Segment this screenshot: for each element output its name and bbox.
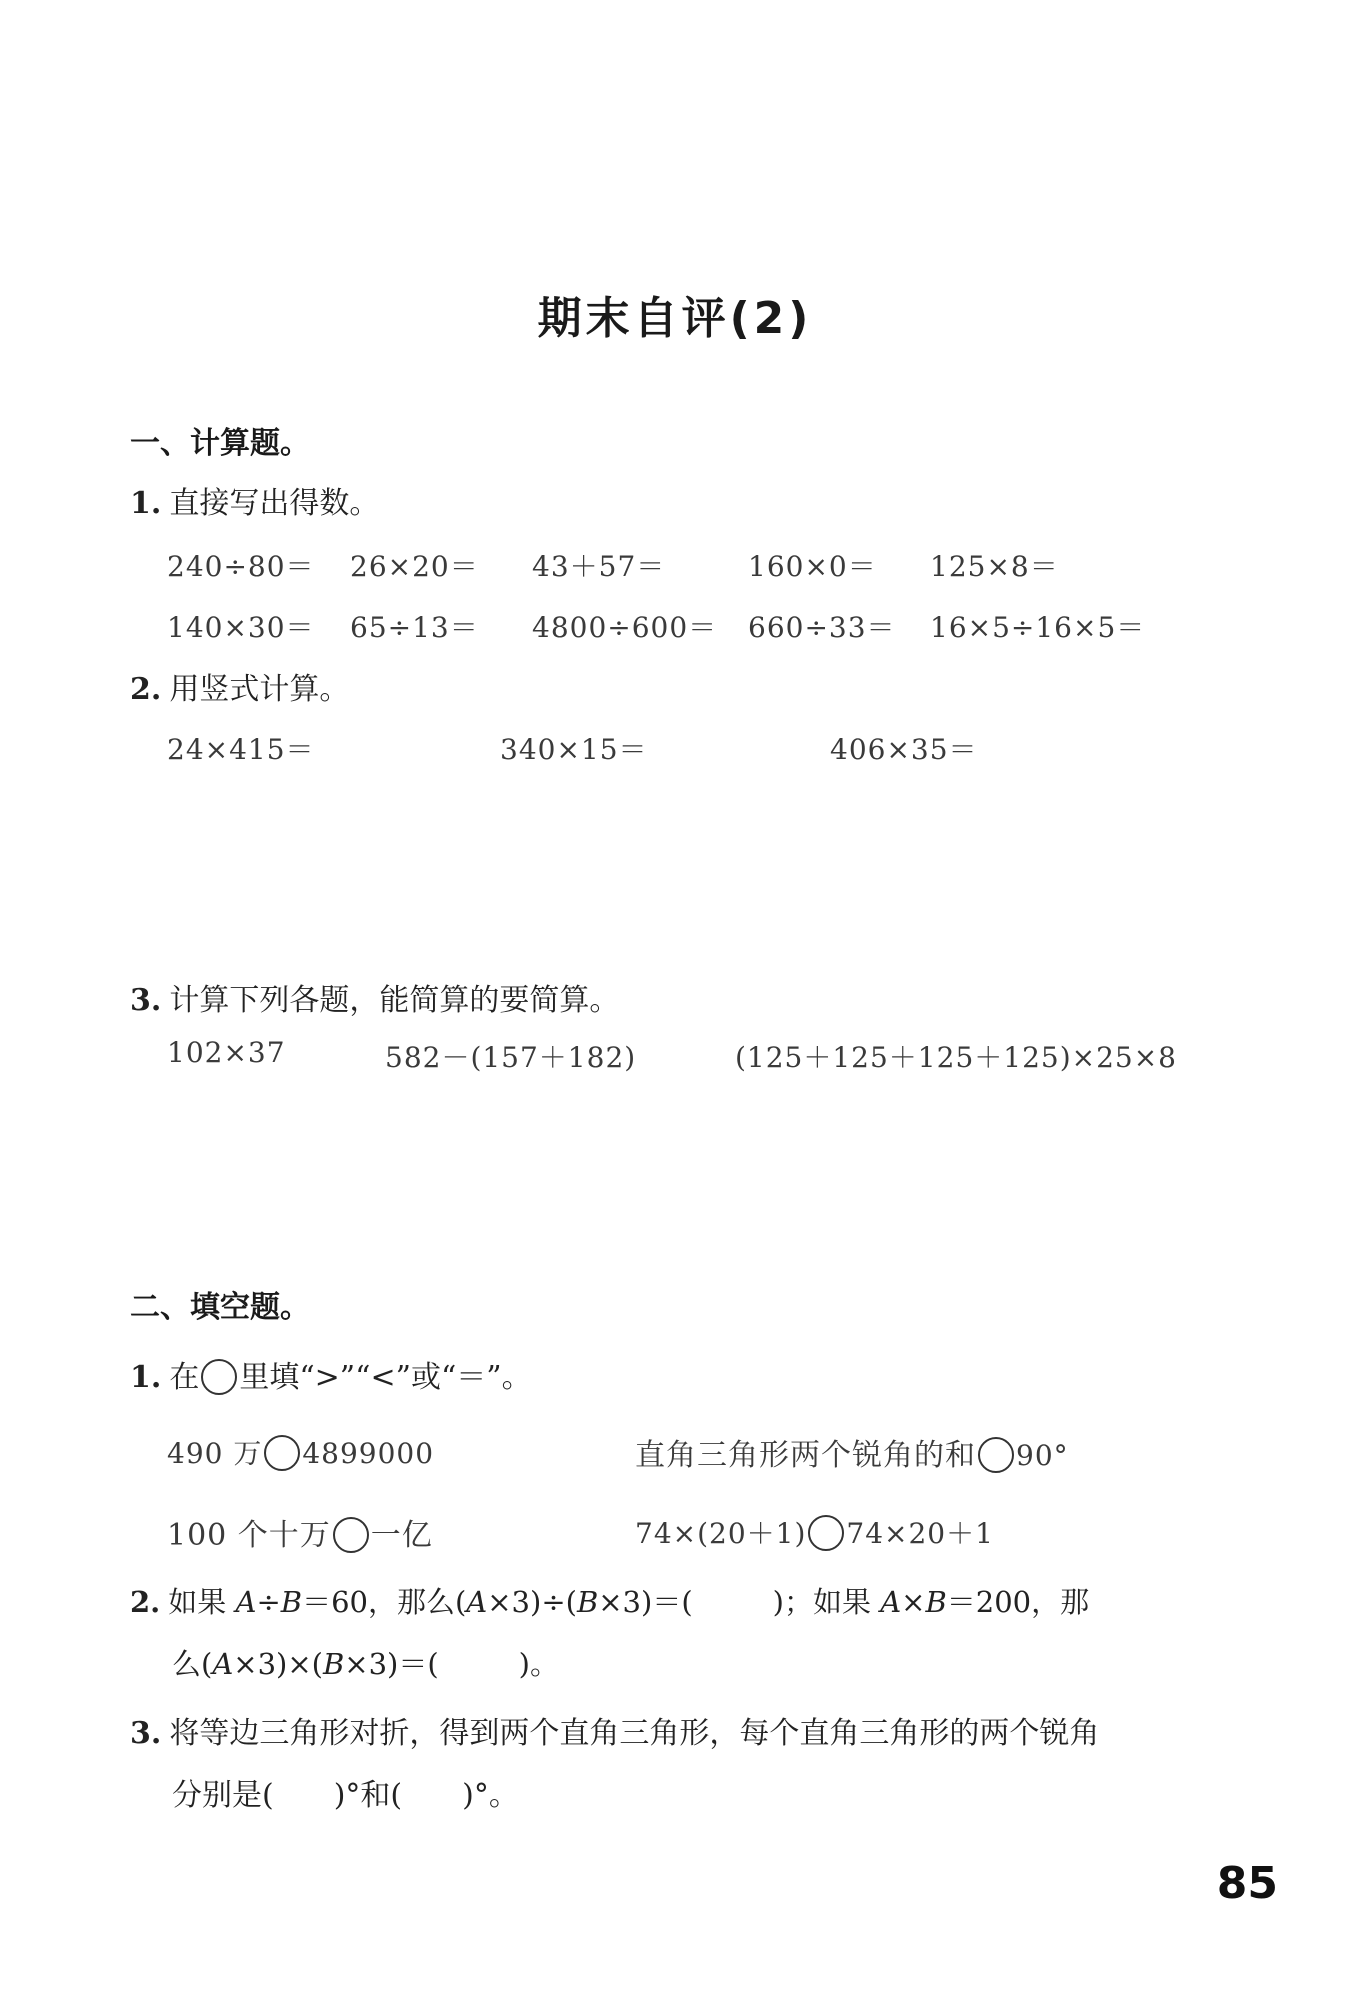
- compare-right: 90°: [1016, 1439, 1069, 1472]
- question-text: 分别是(: [172, 1778, 274, 1813]
- oral-calc-5: 125×8＝: [930, 550, 1059, 583]
- compare-circle[interactable]: [808, 1515, 844, 1551]
- vertical-calc-1: 24×415＝: [167, 733, 315, 766]
- oral-calc-3: 43＋57＝: [532, 550, 666, 583]
- simplify-calc-3: (125＋125＋125＋125)×25×8: [735, 1041, 1177, 1074]
- question-2-3-line2: [172, 1770, 519, 1814]
- question-text: )。: [518, 1647, 559, 1681]
- compare-right: 74×20＋1: [846, 1517, 994, 1550]
- compare-left: 74×(20＋1): [635, 1517, 807, 1550]
- question-number: 1.: [130, 1360, 162, 1395]
- question-text: ×3)×(: [233, 1647, 323, 1681]
- vertical-calc-2: 340×15＝: [500, 733, 648, 766]
- question-number: 2.: [130, 1585, 161, 1619]
- question-text: 如果: [168, 1585, 236, 1619]
- question-text: 么(: [172, 1647, 213, 1681]
- variable-b: B: [576, 1585, 599, 1619]
- oral-calc-8: 4800÷600＝: [532, 611, 718, 644]
- variable-b: B: [925, 1585, 947, 1619]
- compare-circle[interactable]: [264, 1435, 300, 1471]
- oral-calc-1: 240÷80＝: [167, 550, 315, 583]
- compare-item-3: [167, 1510, 433, 1554]
- variable-a: A: [880, 1585, 902, 1619]
- question-text: 用竖式计算。: [169, 672, 350, 707]
- question-text: ＝200，那: [946, 1585, 1090, 1619]
- oral-calc-4: 160×0＝: [748, 550, 877, 583]
- question-text: 直接写出得数。: [169, 486, 380, 521]
- question-text: ×: [901, 1585, 926, 1619]
- question-number: 1.: [130, 486, 162, 521]
- question-1-2: [130, 664, 349, 708]
- compare-item-1: [167, 1432, 434, 1472]
- question-text: 在: [169, 1360, 200, 1395]
- page-number: 85: [1216, 1858, 1278, 1909]
- oral-calc-6: 140×30＝: [167, 611, 315, 644]
- question-text: ÷: [256, 1585, 281, 1619]
- variable-a: A: [212, 1647, 234, 1681]
- simplify-calc-1: 102×37: [167, 1036, 286, 1069]
- question-2-2-line1: [130, 1580, 1089, 1621]
- question-text: )°。: [462, 1778, 519, 1813]
- oral-calc-10: 16×5÷16×5＝: [930, 611, 1146, 644]
- compare-left: 100 个十万: [167, 1518, 331, 1553]
- oral-calc-9: 660÷33＝: [748, 611, 896, 644]
- variable-b: B: [322, 1647, 345, 1681]
- question-2-1: [130, 1352, 532, 1396]
- oral-calc-7: 65÷13＝: [350, 611, 479, 644]
- question-number: 2.: [130, 672, 162, 707]
- question-2-2-line2: [172, 1642, 559, 1683]
- section-heading-fill-in: 二、填空题。: [130, 1290, 310, 1325]
- question-text: ×3)＝(: [598, 1585, 693, 1619]
- page-title: 期末自评(2): [537, 293, 813, 344]
- question-text: )°和(: [333, 1778, 403, 1813]
- compare-item-2: [635, 1430, 1069, 1474]
- question-text: 计算下列各题，能简算的要简算。: [169, 983, 620, 1018]
- question-text: ×3)÷(: [487, 1585, 577, 1619]
- variable-a: A: [235, 1585, 257, 1619]
- question-2-3-line1: [130, 1708, 1099, 1752]
- question-1-1: [130, 478, 379, 522]
- variable-b: B: [280, 1585, 303, 1619]
- compare-right: 4899000: [302, 1437, 435, 1470]
- compare-circle[interactable]: [978, 1437, 1014, 1473]
- question-text: ×3)＝(: [344, 1647, 439, 1681]
- simplify-calc-2: 582－(157＋182): [385, 1041, 637, 1074]
- vertical-calc-3: 406×35＝: [830, 733, 978, 766]
- variable-a: A: [466, 1585, 488, 1619]
- compare-left: 490 万: [167, 1437, 263, 1470]
- question-1-3: [130, 975, 619, 1019]
- circle-icon: [201, 1359, 237, 1395]
- question-number: 3.: [130, 1716, 162, 1751]
- compare-left: 直角三角形两个锐角的和: [635, 1438, 976, 1473]
- oral-calc-2: 26×20＝: [350, 550, 479, 583]
- compare-circle[interactable]: [333, 1517, 369, 1553]
- question-text: 将等边三角形对折，得到两个直角三角形，每个直角三角形的两个锐角: [169, 1716, 1100, 1751]
- compare-right: 一亿: [370, 1518, 433, 1553]
- question-text: 里填“>”“<”或“＝”。: [239, 1360, 532, 1395]
- question-text: )；如果: [772, 1585, 881, 1619]
- compare-item-4: [635, 1512, 994, 1552]
- section-heading-calculation: 一、计算题。: [130, 426, 310, 461]
- question-number: 3.: [130, 983, 162, 1018]
- question-text: ＝60，那么(: [302, 1585, 467, 1619]
